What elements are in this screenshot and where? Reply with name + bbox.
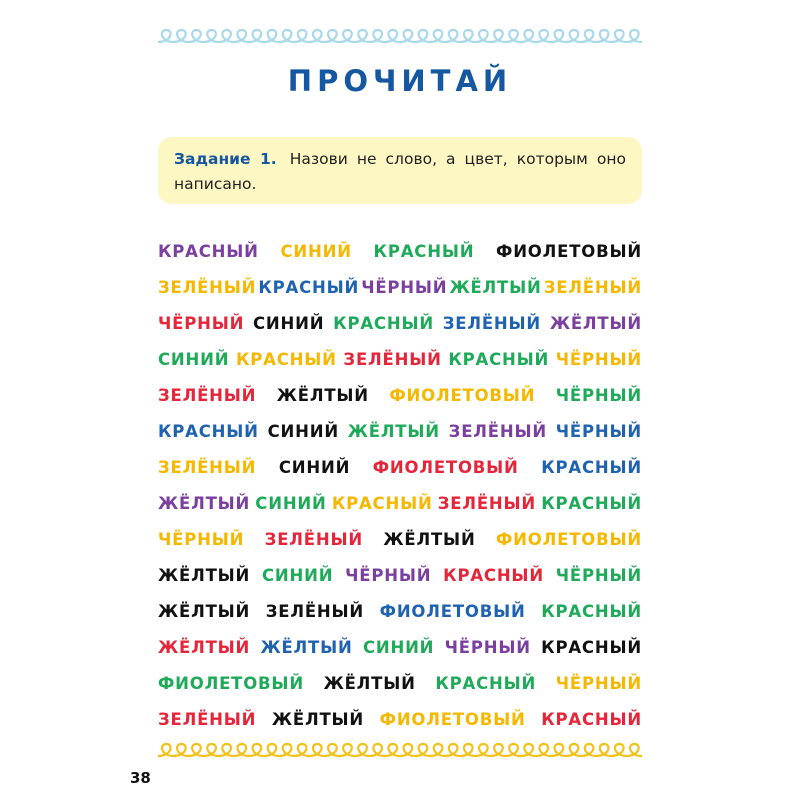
color-word: ЧЁРНЫЙ — [555, 565, 642, 585]
word-row — [158, 449, 642, 485]
word-row — [158, 377, 642, 413]
color-word: ФИОЛЕТОВЫЙ — [379, 709, 526, 729]
color-word: ЗЕЛЁНЫЙ — [343, 349, 442, 369]
color-word: ЧЁРНЫЙ — [555, 349, 642, 369]
color-word: ФИОЛЕТОВЫЙ — [389, 385, 536, 405]
color-word: КРАСНЫЙ — [448, 349, 550, 369]
color-word: КРАСНЫЙ — [158, 241, 259, 261]
color-word-grid — [158, 233, 642, 737]
color-word: СИНИЙ — [255, 493, 327, 513]
word-row — [158, 629, 642, 665]
word-row — [158, 413, 642, 449]
task-box — [158, 137, 642, 204]
color-word: ЧЁРНЫЙ — [444, 637, 531, 657]
task-text: Назови не слово, а цвет, которым оно написано. — [174, 150, 626, 193]
color-word: ЖЁЛТЫЙ — [323, 673, 416, 693]
color-word: ЗЕЛЁНЫЙ — [437, 493, 537, 513]
color-word: ЧЁРНЫЙ — [555, 385, 642, 405]
word-row — [158, 233, 642, 269]
word-row — [158, 665, 642, 701]
color-word: ЗЕЛЁНЫЙ — [158, 385, 257, 405]
color-word: ЗЕЛЁНЫЙ — [543, 277, 642, 297]
color-word: СИНИЙ — [267, 421, 339, 441]
color-word: ЧЁРНЫЙ — [158, 529, 245, 549]
color-word: ЖЁЛТЫЙ — [383, 529, 476, 549]
word-row — [158, 305, 642, 341]
color-word: ЖЁЛТЫЙ — [260, 637, 353, 657]
color-word: КРАСНЫЙ — [258, 277, 360, 297]
color-word: ФИОЛЕТОВЫЙ — [158, 673, 304, 693]
color-word: ЧЁРНЫЙ — [555, 673, 642, 693]
loop-line — [158, 30, 641, 42]
word-row — [158, 269, 642, 305]
color-word: ЖЁЛТЫЙ — [271, 709, 365, 729]
color-word: КРАСНЫЙ — [333, 313, 434, 333]
color-word: ЖЁЛТЫЙ — [276, 385, 369, 405]
color-word: ЗЕЛЁНЫЙ — [158, 709, 257, 729]
color-word: КРАСНЫЙ — [435, 673, 537, 693]
top-loop-border — [158, 28, 642, 50]
word-row — [158, 593, 642, 629]
color-word: СИНИЙ — [280, 241, 352, 261]
color-word: КРАСНЫЙ — [443, 565, 544, 585]
color-word: КРАСНЫЙ — [541, 637, 642, 657]
color-word: КРАСНЫЙ — [541, 457, 642, 477]
word-row — [158, 701, 642, 737]
color-word: ЗЕЛЁНЫЙ — [448, 421, 547, 441]
task-label: Задание 1. — [174, 150, 277, 168]
color-word: ЖЁЛТЫЙ — [158, 601, 251, 621]
color-word: КРАСНЫЙ — [541, 601, 642, 621]
color-word: КРАСНЫЙ — [331, 493, 433, 513]
word-row — [158, 485, 642, 521]
color-word: ЗЕЛЁНЫЙ — [158, 457, 257, 477]
color-word: ЖЁЛТЫЙ — [158, 493, 251, 513]
color-word: СИНИЙ — [362, 637, 435, 657]
color-word: ФИОЛЕТОВЫЙ — [379, 601, 526, 621]
word-row — [158, 557, 642, 593]
color-word: КРАСНЫЙ — [158, 421, 259, 441]
color-word: СИНИЙ — [158, 349, 230, 369]
color-word: ЖЁЛТЫЙ — [549, 313, 642, 333]
color-word: ЖЁЛТЫЙ — [449, 277, 542, 297]
color-word: ЧЁРНЫЙ — [345, 565, 432, 585]
color-word: ЗЕЛЁНЫЙ — [264, 529, 363, 549]
color-word: КРАСНЫЙ — [373, 241, 475, 261]
color-word: ЧЁРНЫЙ — [555, 421, 642, 441]
color-word: СИНИЙ — [253, 313, 325, 333]
color-word: ФИОЛЕТОВЫЙ — [496, 529, 642, 549]
color-word: ФИОЛЕТОВЫЙ — [496, 241, 642, 261]
color-word: КРАСНЫЙ — [236, 349, 337, 369]
loop-line — [158, 744, 641, 756]
color-word: ЖЁЛТЫЙ — [347, 421, 440, 441]
word-row — [158, 341, 642, 377]
color-word: ЗЕЛЁНЫЙ — [158, 277, 257, 297]
color-word: ЗЕЛЁНЫЙ — [442, 313, 542, 333]
bottom-loop-border — [158, 742, 642, 764]
color-word: СИНИЙ — [278, 457, 351, 477]
color-word: ЧЁРНЫЙ — [361, 277, 448, 297]
page-number: 38 — [130, 769, 151, 787]
page-title: ПРОЧИТАЙ — [287, 64, 513, 98]
color-word: ЖЁЛТЫЙ — [158, 565, 251, 585]
color-word: СИНИЙ — [261, 565, 334, 585]
color-word: КРАСНЫЙ — [541, 709, 642, 729]
color-word: ЗЕЛЁНЫЙ — [265, 601, 365, 621]
color-word: ЖЁЛТЫЙ — [158, 637, 251, 657]
color-word: ЧЁРНЫЙ — [158, 313, 245, 333]
color-word: КРАСНЫЙ — [541, 493, 642, 513]
word-row — [158, 521, 642, 557]
color-word: ФИОЛЕТОВЫЙ — [372, 457, 519, 477]
